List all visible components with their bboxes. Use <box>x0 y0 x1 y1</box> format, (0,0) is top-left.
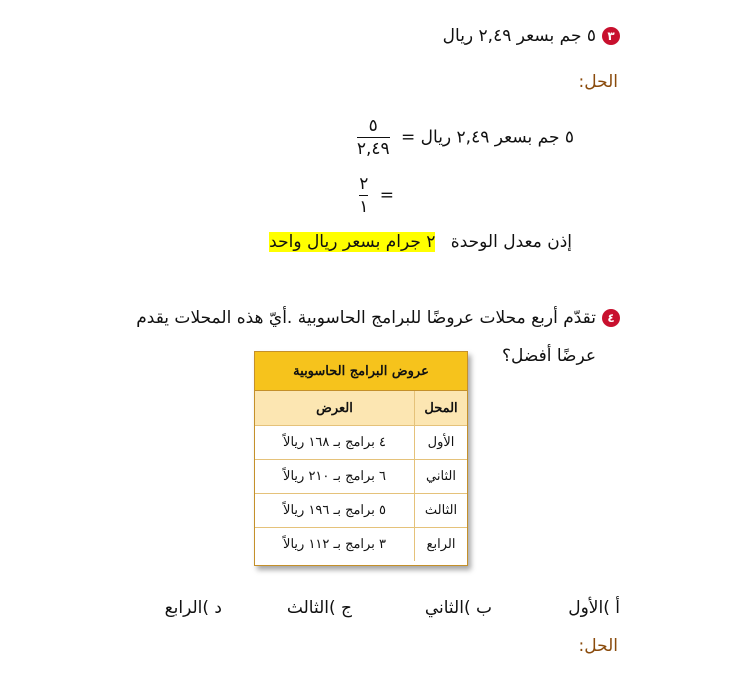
fraction <box>359 174 368 217</box>
table-row <box>255 528 467 561</box>
solution-label: الحل: <box>578 636 618 656</box>
choice-c[interactable]: ج )الثالث <box>286 598 352 618</box>
equation-left-side: ٥ جم بسعر ٢,٤٩ ريال = <box>401 127 574 148</box>
equation-1 <box>357 116 574 159</box>
equation-2 <box>359 174 394 217</box>
question-text-line1: تقدّم أربع محلات عروضًا للبرامج الحاسوبية .أيّ هذه المحلات يقدم <box>136 308 596 328</box>
question-text: ٥ جم بسعر ٢,٤٩ ريال <box>442 26 596 46</box>
equals-sign: = <box>379 185 394 206</box>
conclusion-prefix: إذن معدل الوحدة <box>450 232 572 252</box>
table-header-row <box>255 391 467 426</box>
question-number-badge: ٤ <box>602 309 620 327</box>
fraction-numerator: ٢ <box>359 174 369 194</box>
question-3 <box>443 26 620 46</box>
solution-label: الحل: <box>578 72 618 92</box>
column-header-offer: العرض <box>316 400 353 416</box>
store-cell: الثالث <box>414 494 467 527</box>
question-4 <box>136 308 620 328</box>
fraction-denominator: ٢,٤٩ <box>356 139 390 159</box>
store-cell: الأول <box>414 426 467 459</box>
offer-cell: ٥ برامج بـ ١٩٦ ريالاً <box>283 503 386 518</box>
choice-b[interactable]: ب )الثاني <box>424 598 492 618</box>
store-cell: الثاني <box>414 460 467 493</box>
offer-cell: ٦ برامج بـ ٢١٠ ريالاً <box>283 469 386 484</box>
question-text-line2: عرضًا أفضل؟ <box>501 346 596 366</box>
conclusion-highlight: ٢ جرام بسعر ريال واحد <box>269 232 436 252</box>
choice-d[interactable]: د )الرابع <box>164 598 222 618</box>
table-row <box>255 460 467 494</box>
table-title: عروض البرامج الحاسوبية <box>255 352 467 391</box>
table-row <box>255 494 467 528</box>
fraction-denominator: ١ <box>359 197 369 217</box>
fraction-numerator: ٥ <box>368 116 378 136</box>
fraction-bar <box>357 137 390 138</box>
fraction-bar <box>359 195 368 196</box>
offers-table <box>254 351 468 566</box>
conclusion <box>269 232 572 252</box>
question-number-badge: ٣ <box>602 27 620 45</box>
fraction <box>357 116 390 159</box>
column-header-store: المحل <box>414 391 467 425</box>
store-cell: الرابع <box>414 528 467 561</box>
table-row <box>255 426 467 460</box>
offer-cell: ٤ برامج بـ ١٦٨ ريالاً <box>283 435 386 450</box>
offer-cell: ٣ برامج بـ ١١٢ ريالاً <box>283 537 386 552</box>
choice-a[interactable]: أ )الأول <box>568 598 620 618</box>
